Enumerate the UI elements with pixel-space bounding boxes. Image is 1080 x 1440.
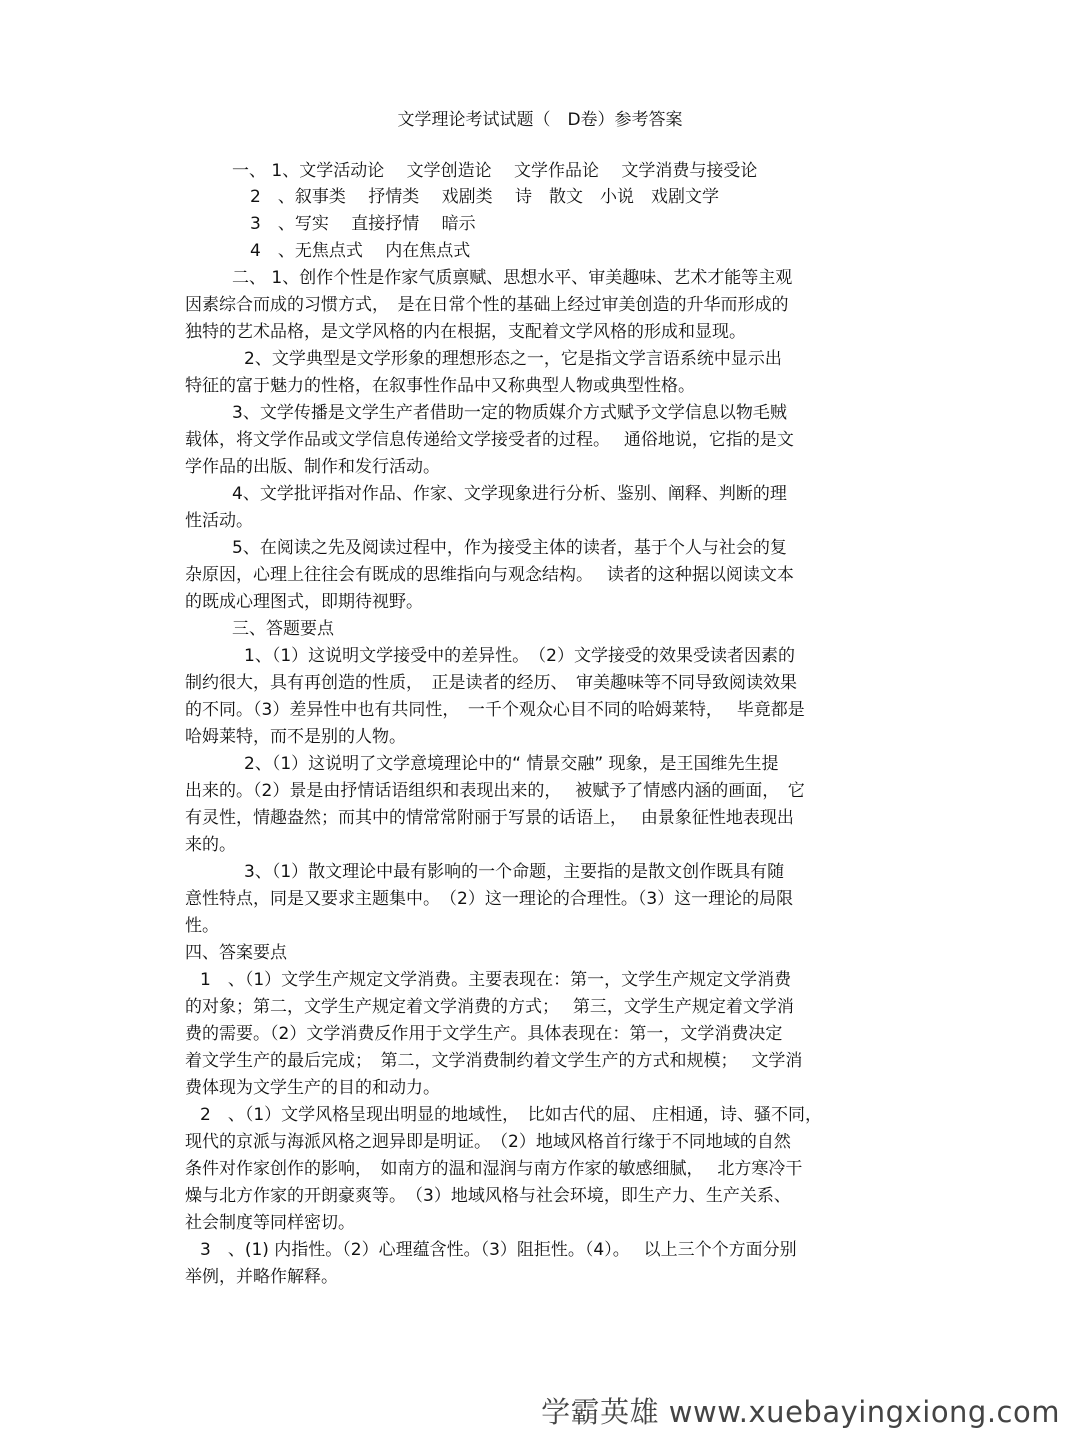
text-line: 制约很大，具有再创造的性质， 正是读者的经历、 审美趣味等不同导致阅读效果	[185, 673, 797, 693]
text-line: 来的。	[185, 835, 236, 855]
text-line: 杂原因，心理上往往会有既成的思维指向与观念结构。 读者的这种据以阅读文本	[185, 565, 794, 585]
text-line: 1 、（1）文学生产规定文学消费。主要表现在：第一，文学生产规定文学消费	[200, 970, 792, 990]
text-line: 出来的。（2）景是由抒情话语组织和表现出来的， 被赋予了情感内涵的画面， 它	[185, 781, 805, 801]
section-heading: 四、答案要点	[185, 943, 287, 963]
text-line: 二、 1、创作个性是作家气质禀赋、思想水平、审美趣味、艺术才能等主观	[232, 268, 793, 288]
text-line: 3、文学传播是文学生产者借助一定的物质媒介方式赋予文学信息以物毛贼	[232, 403, 787, 423]
text-line: 1、（1）这说明文学接受中的差异性。 （2）文学接受的效果受读者因素的	[244, 646, 795, 666]
text-line: 费的需要。（2）文学消费反作用于文学生产。具体表现在：第一，文学消费决定	[185, 1024, 783, 1044]
text-line: 2 、（1）文学风格呈现出明显的地域性， 比如古代的屈、 庄相通，诗、骚不同，	[200, 1105, 823, 1125]
text-line: 社会制度等同样密切。	[185, 1213, 355, 1233]
text-line: 的对象；第二，文学生产规定着文学消费的方式； 第三，文学生产规定着文学消	[185, 997, 794, 1017]
text-line: 2、（1）这说明了文学意境理论中的“ 情景交融” 现象，是王国维先生提	[244, 754, 779, 774]
text-line: 学作品的出版、制作和发行活动。	[185, 457, 440, 477]
text-line: 费体现为文学生产的目的和动力。	[185, 1078, 440, 1098]
text-line: 4、文学批评指对作品、作家、文学现象进行分析、鉴别、阐释、判断的理	[232, 484, 787, 504]
text-line: 现代的京派与海派风格之迥异即是明证。 （2）地域风格首行缘于不同地域的自然	[185, 1132, 791, 1152]
text-line: 2 、叙事类 抒情类 戏剧类 诗 散文 小说 戏剧文学	[250, 187, 720, 207]
text-line: 的不同。（3）差异性中也有共同性， 一千个观众心目不同的哈姆莱特， 毕竟都是	[185, 700, 805, 720]
text-line: 的既成心理图式，即期待视野。	[185, 592, 423, 612]
text-line: 举例，并略作解释。	[185, 1267, 338, 1287]
text-line: 3 、写实 直接抒情 暗示	[250, 214, 476, 234]
text-line: 独特的艺术品格，是文学风格的内在根据，支配着文学风格的形成和显现。	[185, 322, 746, 342]
text-line: 3、（1）散文理论中最有影响的一个命题，主要指的是散文创作既具有随	[244, 862, 785, 882]
text-line: 2、文学典型是文学形象的理想形态之一，它是指文学言语系统中显示出	[244, 349, 782, 369]
text-line: 意性特点，同是又要求主题集中。 （2）这一理论的合理性。（3）这一理论的局限	[185, 889, 794, 909]
text-line: 因素综合而成的习惯方式， 是在日常个性的基础上经过审美创造的升华而形成的	[185, 295, 789, 315]
text-line: 条件对作家创作的影响， 如南方的温和湿润与南方作家的敏感细腻， 北方寒冷干	[185, 1159, 803, 1179]
text-line: 燥与北方作家的开朗豪爽等。 （3）地域风格与社会环境，即生产力、生产关系、	[185, 1186, 791, 1206]
document-title: 文学理论考试试题（ D卷）参考答案	[397, 110, 683, 130]
text-line: 一、 1、文学活动论 文学创造论 文学作品论 文学消费与接受论	[232, 161, 758, 181]
text-line: 性。	[185, 916, 219, 936]
text-line: 3 、(1) 内指性。（2）心理蕴含性。（3）阻拒性。（4）。 以上三个个方面分别	[200, 1240, 797, 1260]
section-heading: 三、答题要点	[232, 619, 334, 639]
text-line: 着文学生产的最后完成； 第二，文学消费制约着文学生产的方式和规模； 文学消	[185, 1051, 803, 1071]
text-line: 载体，将文学作品或文学信息传递给文学接受者的过程。 通俗地说，它指的是文	[185, 430, 794, 450]
text-line: 特征的富于魅力的性格，在叙事性作品中又称典型人物或典型性格。	[185, 376, 695, 396]
text-line: 5、在阅读之先及阅读过程中，作为接受主体的读者，基于个人与社会的复	[232, 538, 787, 558]
text-line: 哈姆莱特，而不是别的人物。	[185, 727, 406, 747]
text-line: 性活动。	[185, 511, 253, 531]
text-line: 4 、无焦点式 内在焦点式	[250, 241, 471, 261]
text-line: 有灵性，情趣盎然；而其中的情常常附丽于写景的话语上， 由景象征性地表现出	[185, 808, 794, 828]
watermark: 学霸英雄 www.xuebayingxiong.com	[541, 1395, 1060, 1429]
